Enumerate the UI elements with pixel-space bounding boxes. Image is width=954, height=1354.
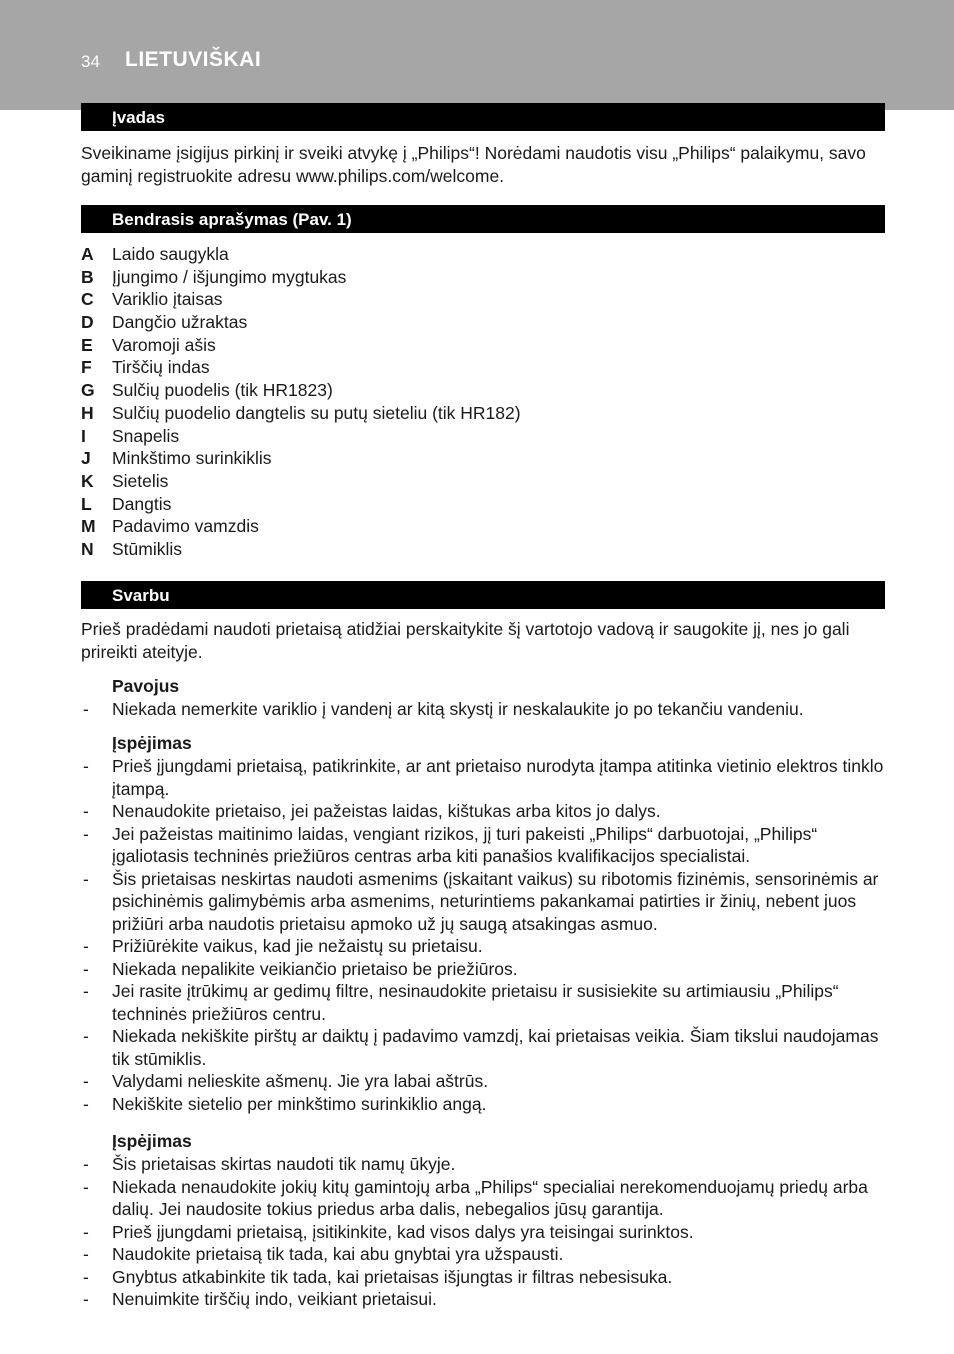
bullet-text: Gnybtus atkabinkite tik tada, kai prietaisas išjungtas ir filtras nebesisuka. [112, 1266, 673, 1287]
part-name: Variklio įtaisas [112, 289, 223, 310]
part-name: Padavimo vamzdis [112, 516, 259, 537]
bullet-text: Nenaudokite prietaiso, jei pažeistas laidas, kištukas arba kitos jo dalys. [112, 801, 661, 821]
part-letter: H [81, 402, 94, 423]
bullet-text: Niekada nenaudokite jokių kitų gamintojų arba „Philips“ specialiai nerekomenduojamų priedų arba dalių. Jei naudosite tokius priedus arba dalis, nebegalios jūsų garantija. [112, 1176, 868, 1219]
bullet-item [81, 1288, 891, 1311]
bullet-text: Prieš įjungdami prietaisą, patikrinkite, ar ant prietaiso nurodyta įtampa atitinka vietinio elektros tinklo įtampą. [112, 756, 884, 799]
section-heading-general: Bendrasis aprašymas (Pav. 1) [81, 205, 885, 233]
bullet-text: Niekada nemerkite variklio į vandenį ar kitą skystį ir neskalaukite jo po tekančiu vandeniu. [112, 699, 804, 719]
intro-paragraph: Sveikiname įsigijus pirkinį ir sveiki atvykę į „Philips“! Norėdami naudotis visu „Philips“ palaikymu, savo gaminį registruokite adresu www.philips.com/welcome. [81, 143, 866, 186]
section-heading-intro: Įvadas [81, 103, 885, 131]
bullet-dash: - [83, 981, 89, 1001]
bullet-text: Naudokite prietaisą tik tada, kai abu gnybtai yra užspausti. [112, 1244, 564, 1264]
bullet-item [81, 1176, 891, 1221]
bullet-text: Valydami nelieskite ašmenų. Jie yra labai aštrūs. [112, 1071, 489, 1091]
part-name: Minkštimo surinkiklis [112, 448, 272, 469]
danger-list [81, 698, 891, 721]
bullet-dash: - [83, 958, 89, 979]
bullet-item [81, 935, 891, 958]
part-name: Laido saugykla [112, 244, 229, 264]
danger-heading: Pavojus [112, 676, 180, 696]
part-letter: B [81, 266, 94, 287]
bullet-item [81, 1266, 891, 1289]
warning-list [81, 755, 891, 1115]
bullet-text: Prieš įjungdami prietaisą, įsitikinkite, kad visos dalys yra teisingai surinktos. [112, 1221, 694, 1242]
warning-heading: Įspėjimas [112, 733, 192, 753]
bullet-item [81, 1070, 891, 1093]
page-number: 34 [81, 52, 100, 71]
bullet-text: Nekiškite sietelio per minkštimo surinkiklio angą. [112, 1093, 487, 1114]
bullet-dash: - [83, 699, 89, 719]
language-title: LIETUVIŠKAI [125, 48, 262, 71]
bullet-dash: - [83, 1221, 89, 1242]
bullet-dash: - [83, 1026, 89, 1046]
part-letter: I [81, 425, 86, 446]
bullet-item [81, 1025, 891, 1070]
bullet-item [81, 1221, 891, 1244]
important-paragraph: Prieš pradėdami naudoti prietaisą atidžiai perskaitykite šį vartotojo vadovą ir saugokite jį, nes jo gali prireikti ateityje. [81, 619, 850, 662]
part-name: Sulčių puodelio dangtelis su putų sieteliu (tik HR182) [112, 402, 521, 423]
section-heading-important: Svarbu [81, 581, 885, 609]
bullet-dash: - [83, 1289, 89, 1309]
part-name: Sulčių puodelis (tik HR1823) [112, 380, 333, 401]
bullet-item [81, 868, 891, 936]
bullet-text: Niekada nekiškite pirštų ar daiktų į padavimo vamzdį, kai prietaisas veikia. Šiam tikslui naudojamas tik stūmiklis. [112, 1026, 879, 1069]
part-name: Dangčio užraktas [112, 312, 248, 333]
part-letter: J [81, 448, 91, 469]
part-name: Tirščių indas [112, 357, 210, 378]
part-name: Dangtis [112, 493, 172, 514]
bullet-dash: - [83, 1071, 89, 1091]
bullet-text: Šis prietaisas skirtas naudoti tik namų ūkyje. [112, 1154, 456, 1174]
bullet-item [81, 958, 891, 981]
part-name: Varomoji ašis [112, 334, 216, 355]
caution-list [81, 1153, 891, 1311]
bullet-item [81, 1243, 891, 1266]
caution-heading: Įspėjimas [112, 1131, 192, 1151]
part-letter: E [81, 334, 93, 355]
bullet-text: Nenuimkite tirščių indo, veikiant prietaisui. [112, 1289, 437, 1309]
bullet-item [81, 698, 891, 721]
part-letter: L [81, 493, 92, 514]
bullet-text: Niekada nepalikite veikiančio prietaiso be priežiūros. [112, 958, 518, 979]
bullet-item [81, 800, 891, 823]
part-letter: K [81, 470, 94, 491]
part-letter: C [81, 289, 94, 310]
part-name: Stūmiklis [112, 538, 183, 559]
part-name: Sietelis [112, 470, 169, 491]
part-name: Snapelis [112, 425, 180, 446]
bullet-dash: - [83, 868, 89, 889]
bullet-dash: - [83, 1154, 89, 1174]
bullet-dash: - [83, 1266, 89, 1287]
part-letter: M [81, 516, 96, 537]
bullet-text: Jei rasite įtrūkimų ar gedimų filtre, nesinaudokite prietaisu ir susisiekite su artimiausiu „Philips“ techninės priežiūros centru. [112, 981, 839, 1024]
bullet-dash: - [83, 823, 89, 844]
page-header [0, 0, 954, 110]
bullet-dash: - [83, 936, 89, 956]
bullet-text: Jei pažeistas maitinimo laidas, vengiant rizikos, jį turi pakeisti „Philips“ darbuotojai, „Philips“ įgaliotasis techninės priežiūros centras arba kiti panašios kvalifikacijos specialistai. [112, 823, 818, 866]
bullet-dash: - [83, 756, 89, 776]
part-letter: A [81, 244, 94, 264]
part-letter: F [81, 357, 92, 378]
bullet-item [81, 980, 891, 1025]
part-letter: D [81, 312, 94, 333]
part-name: Įjungimo / išjungimo mygtukas [112, 266, 347, 287]
part-letter: N [81, 538, 94, 559]
part-letter: G [81, 380, 95, 401]
bullet-item [81, 1153, 891, 1176]
bullet-dash: - [83, 1093, 89, 1114]
bullet-dash: - [83, 801, 89, 821]
bullet-text: Šis prietaisas neskirtas naudoti asmenims (įskaitant vaikus) su ribotomis fizinėmis, sensorinėmis ar psichinėmis galimybėmis arba asmenims, neturintiems pakankamai patirties ir žinių, nebent juos prižiūri arba naudotis prietaisu apmoko už jų saugą atsakingas asmuo. [112, 868, 879, 934]
bullet-text: Prižiūrėkite vaikus, kad jie nežaistų su prietaisu. [112, 936, 483, 956]
bullet-item [81, 755, 891, 800]
bullet-dash: - [83, 1244, 89, 1264]
bullet-item [81, 1093, 891, 1116]
bullet-dash: - [83, 1176, 89, 1197]
bullet-item [81, 823, 891, 868]
